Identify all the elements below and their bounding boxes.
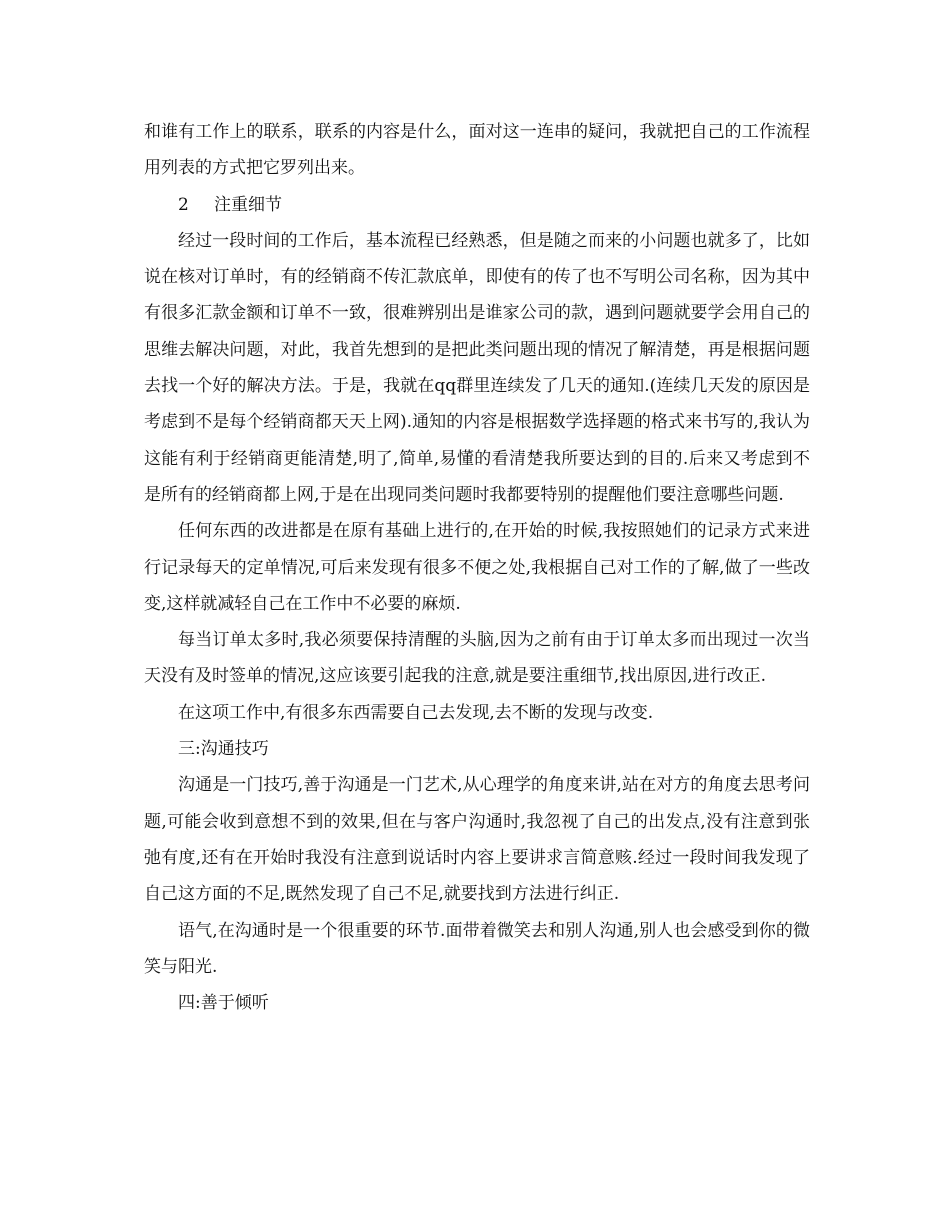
- section-heading-communication: 三:沟通技巧: [178, 739, 269, 760]
- section-title: 注重细节: [214, 194, 282, 215]
- paragraph-details-4: 在这项工作中,有很多东西需要自己去发现,去不断的发现与改变.: [178, 702, 654, 723]
- section-number: 2: [178, 194, 189, 215]
- paragraph-details-2: 任何东西的改进都是在原有基础上进行的,在开始的时候,我按照她们的记录方式来进行记录每天的定单情况,可后来发现有很多不便之处,我根据自己对工作的了解,做了一些改变,这样就减轻自己在工作中不必要的麻烦.: [144, 521, 810, 614]
- paragraph-details-3: 每当订单太多时,我必须要保持清醒的头脑,因为之前有由于订单太多而出现过一次当天没有及时签单的情况,这应该要引起我的注意,就是要注重细节,找出原因,进行改正.: [144, 630, 810, 687]
- paragraph-intro: 和谁有工作上的联系，联系的内容是什么，面对这一连串的疑问，我就把自己的工作流程用列表的方式把它罗列出来。: [144, 122, 810, 179]
- section-heading-listening: 四:善于倾听: [178, 993, 269, 1014]
- paragraph-communication-1: 沟通是一门技巧,善于沟通是一门艺术,从心理学的角度来讲,站在对方的角度去思考问题,可能会收到意想不到的效果,但在与客户沟通时,我忽视了自己的出发点,没有注意到张弛有度,还有在开始时我没有注意到说话时内容上要讲求言简意赅.经过一段时间我发现了自己这方面的不足,既然发现了自己不足,就要找到方法进行纠正.: [144, 775, 810, 905]
- document-page: [144, 114, 810, 1021]
- section-heading-details: [144, 187, 810, 223]
- paragraph-details-1: 经过一段时间的工作后，基本流程已经熟悉，但是随之而来的小问题也就多了，比如说在核对订单时，有的经销商不传汇款底单，即使有的传了也不写明公司名称，因为其中有很多汇款金额和订单不一致，很难辨别出是谁家公司的款，遇到问题就要学会用自己的思维去解决问题，对此，我首先想到的是把此类问题出现的情况了解清楚，再是根据问题去找一个好的解决方法。于是，我就在qq群里连续发了几天的通知.(连续几天发的原因是考虑到不是每个经销商都天天上网).通知的内容是根据数学选择题的格式来书写的,我认为这能有利于经销商更能清楚,明了,简单,易懂的看清楚我所要达到的目的.后来又考虑到不是所有的经销商都上网,于是在出现同类问题时我都要特别的提醒他们要注意哪些问题.: [144, 230, 810, 505]
- paragraph-communication-2: 语气,在沟通时是一个很重要的环节.面带着微笑去和别人沟通,别人也会感受到你的微笑与阳光.: [144, 920, 810, 977]
